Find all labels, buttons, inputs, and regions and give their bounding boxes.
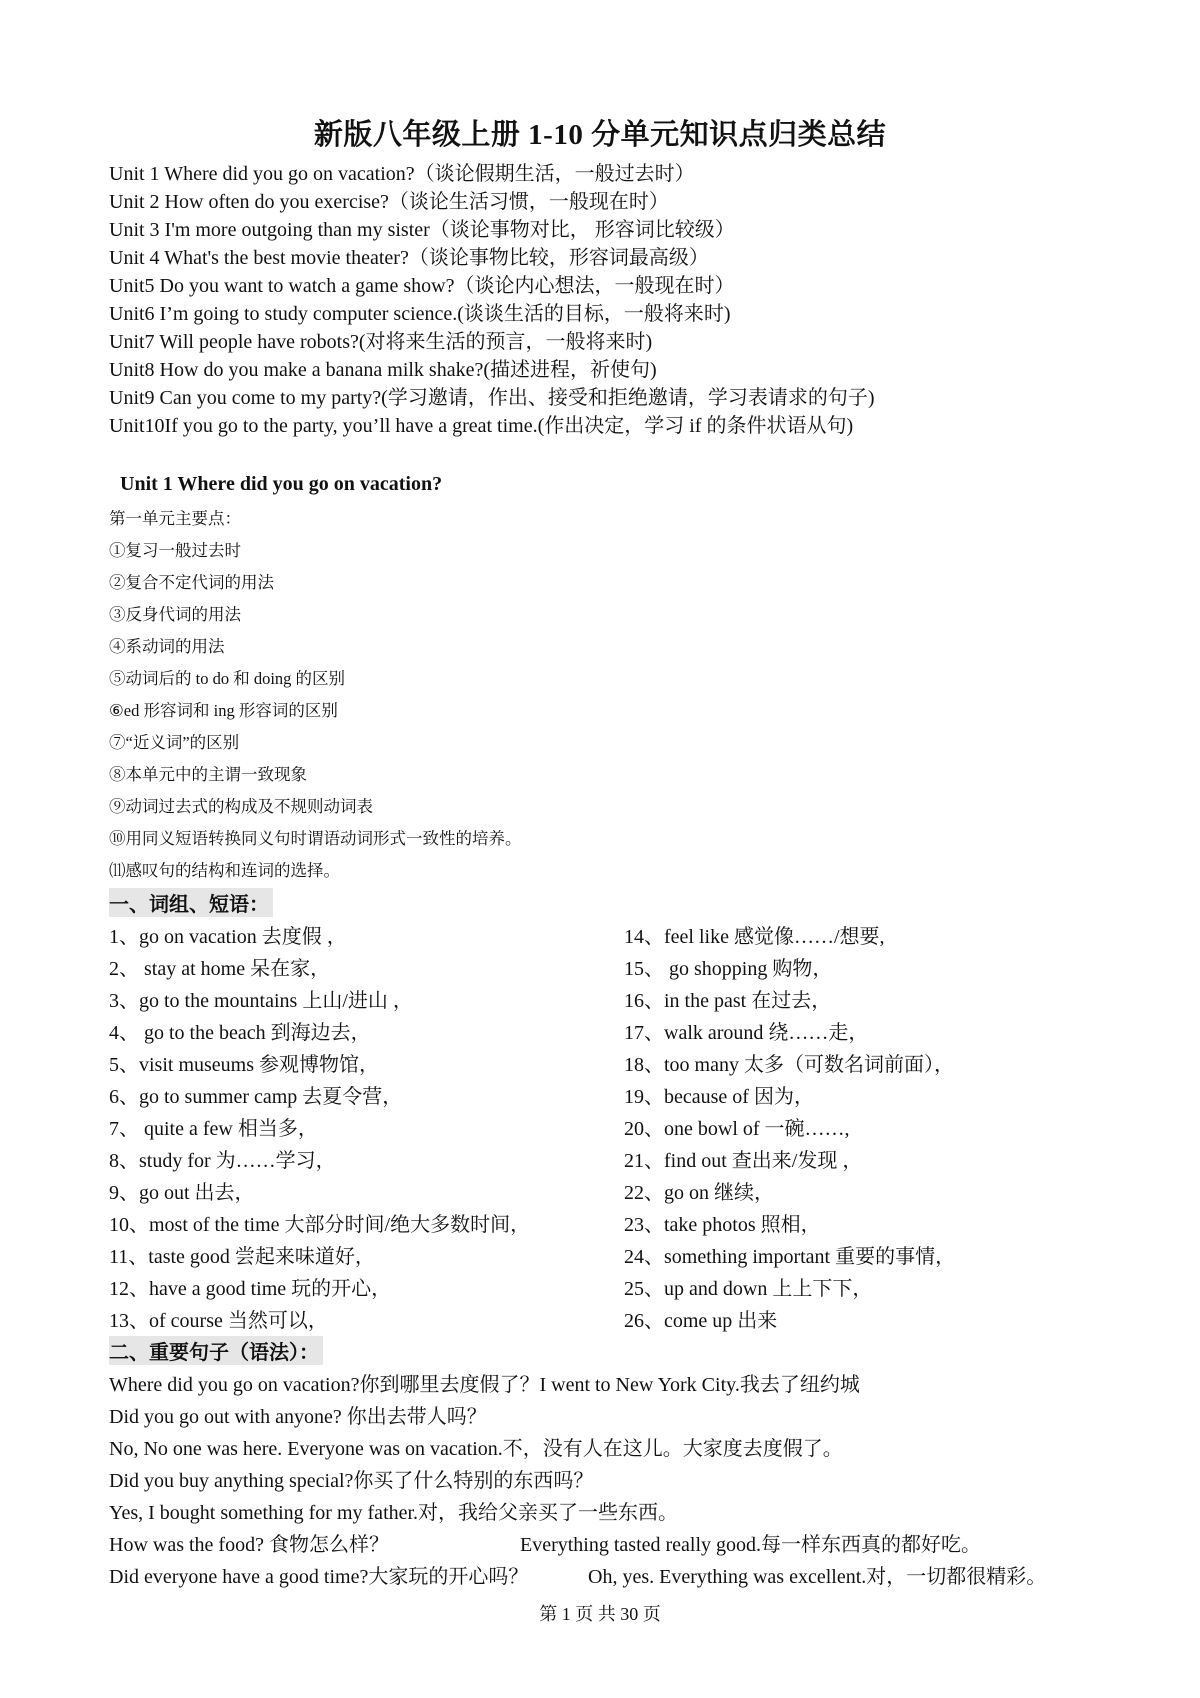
phrase-item: 19、because of 因为， [624,1086,814,1108]
page-title: 新版八年级上册 1-10 分单元知识点归类总结 [313,119,887,151]
phrase-item: 1、go on vacation 去度假 ， [109,926,347,948]
phrase-item: 9、go out 出去， [109,1182,255,1204]
phrase-item: 17、walk around 绕……走， [624,1022,869,1044]
key-point: ⑧本单元中的主谓一致现象 [109,765,307,784]
section-phrases-title: 一、词组、短语： [109,888,273,917]
unit-line: Unit5 Do you want to watch a game show?（谈论内心想法，一般现在时） [109,275,735,297]
key-point: ⑩用同义短语转换同义句时谓语动词形式一致性的培养。 [109,829,522,848]
sentence-line: No, No one was here. Everyone was on vacation.不，没有人在这儿。大家度去度假了。 [109,1438,843,1460]
phrase-item: 5、visit museums 参观博物馆， [109,1054,380,1076]
phrase-item: 24、something important 重要的事情， [624,1246,956,1268]
sentence-line: Where did you go on vacation?你到哪里去度假了？I went to New York City.我去了纽约城 [109,1374,860,1396]
phrase-item: 6、go to summer camp 去夏令营， [109,1086,403,1108]
unit1-heading: Unit 1 Where did you go on vacation? [120,473,443,495]
phrase-item: 3、go to the mountains 上山/进山 ， [109,990,413,1012]
key-point: ⑨动词过去式的构成及不规则动词表 [109,797,373,816]
key-point: ⑦“近义词”的区别 [109,733,240,752]
key-point: ②复合不定代词的用法 [109,573,274,592]
phrase-item: 25、up and down 上上下下， [624,1278,873,1300]
phrase-item: 11、taste good 尝起来味道好， [109,1246,375,1268]
sentence-line: Did you buy anything special?你买了什么特别的东西吗？ [109,1470,594,1492]
unit-line: Unit 1 Where did you go on vacation?（谈论假期生活，一般过去时） [109,163,695,185]
sentence-answer: Everything tasted really good.每一样东西真的都好吃。 [520,1534,982,1556]
phrase-item: 14、feel like 感觉像……/想要, [624,926,885,948]
sentence-question: How was the food? 食物怎么样？ [109,1534,389,1556]
phrase-item: 7、 quite a few 相当多， [109,1118,318,1140]
phrase-item: 4、 go to the beach 到海边去， [109,1022,371,1044]
unit-line: Unit7 Will people have robots?(对将来生活的预言，一般将来时) [109,331,653,353]
phrase-item: 23、take photos 照相， [624,1214,821,1236]
key-point: ⑾感叹句的结构和连词的选择。 [109,861,340,880]
key-point: ③反身代词的用法 [109,605,241,624]
phrase-item: 26、come up 出来 [624,1310,778,1332]
phrase-item: 18、too many 太多（可数名词前面）， [624,1054,954,1076]
unit-line: Unit10If you go to the party, you’ll have a great time.(作出决定，学习 if 的条件状语从句) [109,415,854,437]
sentence-answer: Oh, yes. Everything was excellent.对，一切都很精彩。 [588,1566,1047,1588]
sentence-line: Yes, I bought something for my father.对，我给父亲买了一些东西。 [109,1502,679,1524]
unit-line: Unit 4 What's the best movie theater?（谈论事物比较，形容词最高级） [109,247,709,269]
key-point: ⑥ed 形容词和 ing 形容词的区别 [109,701,338,720]
phrase-item: 8、study for 为……学习， [109,1150,336,1172]
page-footer: 第 1 页 共 30 页 [539,1604,661,1624]
sentence-question: Did everyone have a good time?大家玩的开心吗？ [109,1566,529,1588]
section-sentences-title: 二、重要句子（语法）： [109,1336,323,1365]
unit-line: Unit 3 I'm more outgoing than my sister（谈论事物对比， 形容词比较级） [109,219,735,241]
phrase-item: 12、have a good time 玩的开心， [109,1278,392,1300]
phrase-item: 20、one bowl of 一碗……, [624,1118,850,1140]
unit-line: Unit 2 How often do you exercise?（谈论生活习惯，一般现在时） [109,191,669,213]
key-point: ④系动词的用法 [109,637,225,656]
unit-line: Unit6 I’m going to study computer science.(谈谈生活的目标，一般将来时) [109,303,731,325]
sentence-line: Did you go out with anyone? 你出去带人吗？ [109,1406,487,1428]
phrase-item: 2、 stay at home 呆在家， [109,958,331,980]
key-point: ⑤动词后的 to do 和 doing 的区别 [109,669,346,688]
phrase-item: 15、 go shopping 购物， [624,958,833,980]
unit-line: Unit9 Can you come to my party?(学习邀请，作出、接受和拒绝邀请，学习表请求的句子) [109,387,875,409]
key-point: ①复习一般过去时 [109,541,241,560]
phrase-item: 13、of course 当然可以， [109,1310,328,1332]
phrase-item: 16、in the past 在过去， [624,990,832,1012]
phrase-item: 21、find out 查出来/发现 ， [624,1150,863,1172]
key-points-label: 第一单元主要点： [109,509,241,528]
phrase-item: 10、most of the time 大部分时间/绝大多数时间， [109,1214,531,1236]
unit-line: Unit8 How do you make a banana milk shake?(描述进程，祈使句) [109,359,657,381]
phrase-item: 22、go on 继续， [624,1182,774,1204]
